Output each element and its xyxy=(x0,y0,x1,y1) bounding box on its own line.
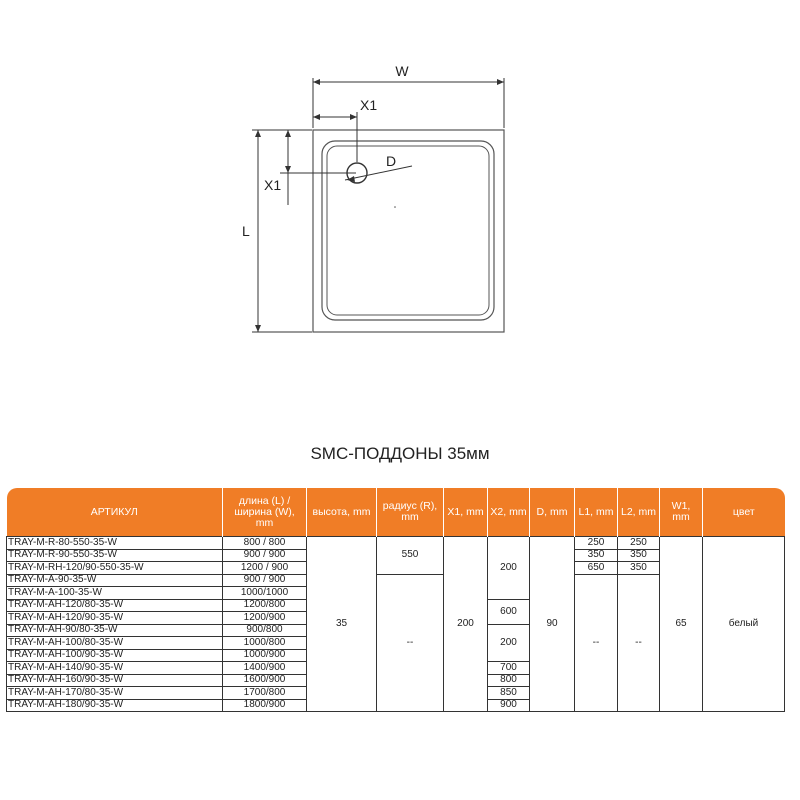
size-cell: 1800/900 xyxy=(223,699,307,712)
x2-cell: 900 xyxy=(488,699,530,712)
spec-table xyxy=(6,488,785,712)
size-cell: 1200 / 900 xyxy=(223,562,307,575)
length-label: L xyxy=(242,223,250,239)
radius-cell: 550 xyxy=(377,537,444,575)
d-cell: 90 xyxy=(530,537,575,712)
table-header-row xyxy=(7,488,785,537)
tray-basin-inner xyxy=(327,146,489,315)
table-row xyxy=(7,537,785,550)
col-w1: W1, mm xyxy=(660,488,703,537)
col-x1: X1, mm xyxy=(444,488,488,537)
size-cell: 1200/800 xyxy=(223,599,307,612)
article-cell: TRAY-M-AH-180/90-35-W xyxy=(7,699,223,712)
size-cell: 1400/900 xyxy=(223,662,307,675)
col-radius: радиус (R), mm xyxy=(377,488,444,537)
x2-cell: 700 xyxy=(488,662,530,675)
col-color: цвет xyxy=(703,488,785,537)
size-cell: 900 / 900 xyxy=(223,574,307,587)
x1-top-label: X1 xyxy=(360,97,378,113)
size-cell: 1000/800 xyxy=(223,637,307,650)
width-label: W xyxy=(395,63,409,79)
size-cell: 900 / 900 xyxy=(223,549,307,562)
x2-cell: 200 xyxy=(488,624,530,662)
size-cell: 900/800 xyxy=(223,624,307,637)
article-cell: TRAY-M-R-90-550-35-W xyxy=(7,549,223,562)
article-cell: TRAY-M-AH-100/90-35-W xyxy=(7,649,223,662)
l2-cell: 350 xyxy=(618,549,660,562)
article-cell: TRAY-M-AH-170/80-35-W xyxy=(7,687,223,700)
x1-cell: 200 xyxy=(444,537,488,712)
article-cell: TRAY-M-R-80-550-35-W xyxy=(7,537,223,550)
x2-cell: 600 xyxy=(488,599,530,624)
x1-side-label: X1 xyxy=(264,177,282,193)
article-cell: TRAY-M-A-100-35-W xyxy=(7,587,223,600)
size-cell: 1600/900 xyxy=(223,674,307,687)
article-cell: TRAY-M-RH-120/90-550-35-W xyxy=(7,562,223,575)
l1-cell: 350 xyxy=(575,549,618,562)
article-cell: TRAY-M-AH-140/90-35-W xyxy=(7,662,223,675)
article-cell: TRAY-M-AH-160/90-35-W xyxy=(7,674,223,687)
x2-cell: 850 xyxy=(488,687,530,700)
l2-cell: 250 xyxy=(618,537,660,550)
diameter-label: D xyxy=(386,153,397,169)
x2-cell: 800 xyxy=(488,674,530,687)
l1-cell: -- xyxy=(575,574,618,712)
article-cell: TRAY-M-AH-120/80-35-W xyxy=(7,599,223,612)
col-d: D, mm xyxy=(530,488,575,537)
article-cell: TRAY-M-AH-120/90-35-W xyxy=(7,612,223,625)
col-x2: X2, mm xyxy=(488,488,530,537)
l1-cell: 250 xyxy=(575,537,618,550)
size-cell: 1700/800 xyxy=(223,687,307,700)
col-l1: L1, mm xyxy=(575,488,618,537)
article-cell: TRAY-M-AH-100/80-35-W xyxy=(7,637,223,650)
col-size: длина (L) / ширина (W), mm xyxy=(223,488,307,537)
article-cell: TRAY-M-AH-90/80-35-W xyxy=(7,624,223,637)
l2-cell: -- xyxy=(618,574,660,712)
l2-cell: 350 xyxy=(618,562,660,575)
radius-cell: -- xyxy=(377,574,444,712)
size-cell: 1000/900 xyxy=(223,649,307,662)
col-article: АРТИКУЛ xyxy=(7,488,223,537)
size-cell: 800 / 800 xyxy=(223,537,307,550)
color-cell: белый xyxy=(703,537,785,712)
page-title: SMC-ПОДДОНЫ 35мм xyxy=(310,444,490,463)
size-cell: 1000/1000 xyxy=(223,587,307,600)
tray-outline xyxy=(313,130,504,332)
col-l2: L2, mm xyxy=(618,488,660,537)
article-cell: TRAY-M-A-90-35-W xyxy=(7,574,223,587)
size-cell: 1200/900 xyxy=(223,612,307,625)
w1-cell: 65 xyxy=(660,537,703,712)
x2-cell: 200 xyxy=(488,537,530,600)
l1-cell: 650 xyxy=(575,562,618,575)
height-cell: 35 xyxy=(307,537,377,712)
col-height: высота, mm xyxy=(307,488,377,537)
